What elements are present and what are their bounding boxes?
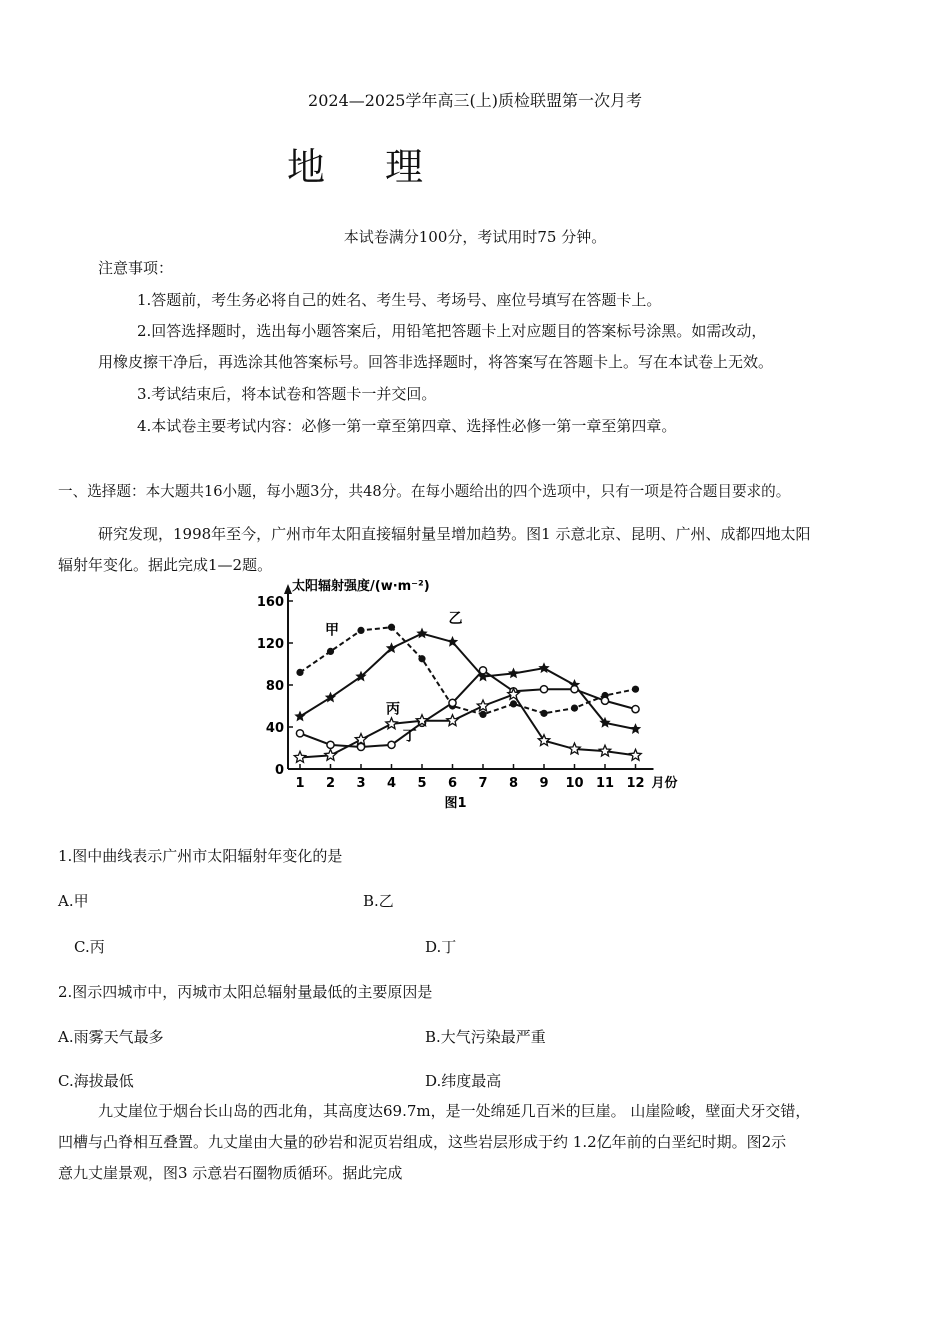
section-heading: 一、选择题：本大题共16小题，每小题3分，共48分。在每小题给出的四个选项中，只有一项是符合题目要求的。 (58, 483, 791, 500)
data-point (569, 743, 580, 754)
q2-option-a[interactable]: A.雨雾天气最多 (58, 1028, 164, 1046)
series-label-4: 丁 (402, 728, 417, 745)
x-tick-label: 12 (626, 776, 645, 791)
y-axis-label: 太阳辐射强度/(w·m⁻²) (292, 579, 430, 594)
data-point (540, 686, 547, 693)
intro-line-2: 辐射年变化。据此完成1—2题。 (58, 556, 273, 574)
x-tick-label: 7 (478, 776, 488, 791)
score-time: 本试卷满分100分，考试用时75 分钟。 (343, 228, 607, 246)
series-3 (296, 667, 639, 751)
data-point (510, 700, 517, 707)
series-line (300, 627, 636, 714)
data-point (325, 749, 336, 760)
figure-caption: 图1 (444, 796, 467, 811)
chart-axes (284, 584, 654, 769)
q2-option-c[interactable]: C.海拔最低 (58, 1072, 134, 1090)
data-point (601, 697, 608, 704)
x-tick-label: 6 (447, 776, 458, 791)
data-point (418, 655, 425, 662)
series-4 (294, 689, 641, 763)
series-2 (294, 628, 641, 735)
x-tick-label: 10 (565, 776, 584, 791)
data-point (355, 734, 366, 745)
data-point (449, 699, 456, 706)
y-tick-label: 160 (256, 595, 284, 610)
x-tick-label: 8 (508, 776, 519, 791)
data-point (630, 723, 641, 734)
x-axis-label: 月份 (651, 776, 678, 791)
notice-1: 1.答题前，考生务必将自己的姓名、考生号、考场号、座位号填写在答题卡上。 (137, 291, 662, 309)
exam-title: 2024—2025学年高三(上)质检联盟第一次月考 (308, 91, 642, 110)
series-line (300, 694, 636, 757)
notice-4: 4.本试卷主要考试内容：必修一第一章至第四章、选择性必修一第一章至第四章。 (137, 417, 677, 435)
notice-2b: 用橡皮擦干净后，再选涂其他答案标号。回答非选择题时，将答案写在答题卡上。写在本试卷上无效。 (98, 353, 774, 371)
q1-option-a[interactable]: A.甲 (58, 892, 89, 910)
y-tick-label: 40 (265, 721, 284, 736)
notice-3: 3.考试结束后，将本试卷和答题卡一并交回。 (137, 385, 437, 403)
x-tick-label: 2 (325, 776, 336, 791)
data-point (296, 669, 303, 676)
series-1 (296, 624, 639, 718)
subject-title (287, 136, 425, 191)
x-tick-label: 11 (595, 776, 615, 791)
question-1: 1.图中曲线表示广州市太阳辐射年变化的是 (58, 847, 343, 865)
data-point (296, 730, 303, 737)
q1-option-c[interactable]: C.丙 (74, 938, 105, 956)
data-point (508, 668, 519, 679)
data-point (632, 706, 639, 713)
x-tick-label: 3 (356, 776, 366, 791)
data-point (416, 628, 427, 639)
data-point (599, 745, 610, 756)
data-point (479, 711, 486, 718)
data-point (477, 700, 488, 711)
data-point (479, 667, 486, 674)
series-line (300, 634, 636, 730)
notice-title: 注意事项： (98, 259, 174, 277)
series-label-1: 甲 (325, 622, 340, 639)
y-tick-label: 80 (265, 679, 284, 694)
subject-char-1: 地 (287, 145, 328, 189)
q1-option-b[interactable]: B.乙 (363, 892, 394, 910)
q2-option-b[interactable]: B.大气污染最严重 (425, 1028, 546, 1046)
data-point (327, 741, 334, 748)
y-tick-label: 0 (274, 763, 284, 778)
x-tick-label: 1 (295, 776, 305, 791)
q1-option-d[interactable]: D.丁 (425, 938, 457, 956)
data-point (294, 711, 305, 722)
chart-series (294, 624, 641, 763)
notice-2a: 2.回答选择题时，选出每小题答案后，用铅笔把答题卡上对应题目的答案标号涂黑。如需改动， (137, 322, 767, 340)
intro-line-1: 研究发现，1998年至今，广州市年太阳直接辐射量呈增加趋势。图1 示意北京、昆明、广州、成都四地太阳 (98, 525, 811, 543)
data-point (630, 749, 641, 760)
passage2-line-2: 凹槽与凸脊相互叠置。九丈崖由大量的砂岩和泥页岩组成，这些岩层形成于约 1.2亿年前的白垩纪时期。图2示 (58, 1133, 787, 1151)
data-point (540, 710, 547, 717)
data-point (632, 686, 639, 693)
data-point (571, 705, 578, 712)
data-point (388, 741, 395, 748)
data-point (386, 718, 397, 729)
x-tick-label: 9 (539, 776, 549, 791)
question-2: 2.图示四城市中，丙城市太阳总辐射量最低的主要原因是 (58, 983, 433, 1001)
passage2-line-3: 意九丈崖景观，图3 示意岩石圈物质循环。据此完成 (58, 1164, 403, 1182)
data-point (571, 686, 578, 693)
y-axis-arrow (284, 584, 292, 594)
data-point (447, 715, 458, 726)
passage2-line-1: 九丈崖位于烟台长山岛的西北角，其高度达69.7m，是一处绵延几百米的巨崖。 山崖险峻，壁面犬牙交错， (98, 1102, 811, 1120)
series-label-2: 乙 (448, 611, 463, 628)
y-tick-label: 120 (256, 637, 284, 652)
chart-labels (257, 578, 678, 811)
x-tick-label: 5 (417, 776, 427, 791)
series-line (300, 670, 636, 747)
q2-option-d[interactable]: D.纬度最高 (425, 1072, 502, 1090)
data-point (294, 751, 305, 762)
subject-char-2: 理 (385, 145, 426, 189)
figure-1-chart (255, 578, 695, 813)
data-point (388, 624, 395, 631)
series-label-3: 丙 (386, 701, 401, 718)
data-point (327, 648, 334, 655)
x-tick-label: 4 (386, 776, 397, 791)
data-point (357, 627, 364, 634)
